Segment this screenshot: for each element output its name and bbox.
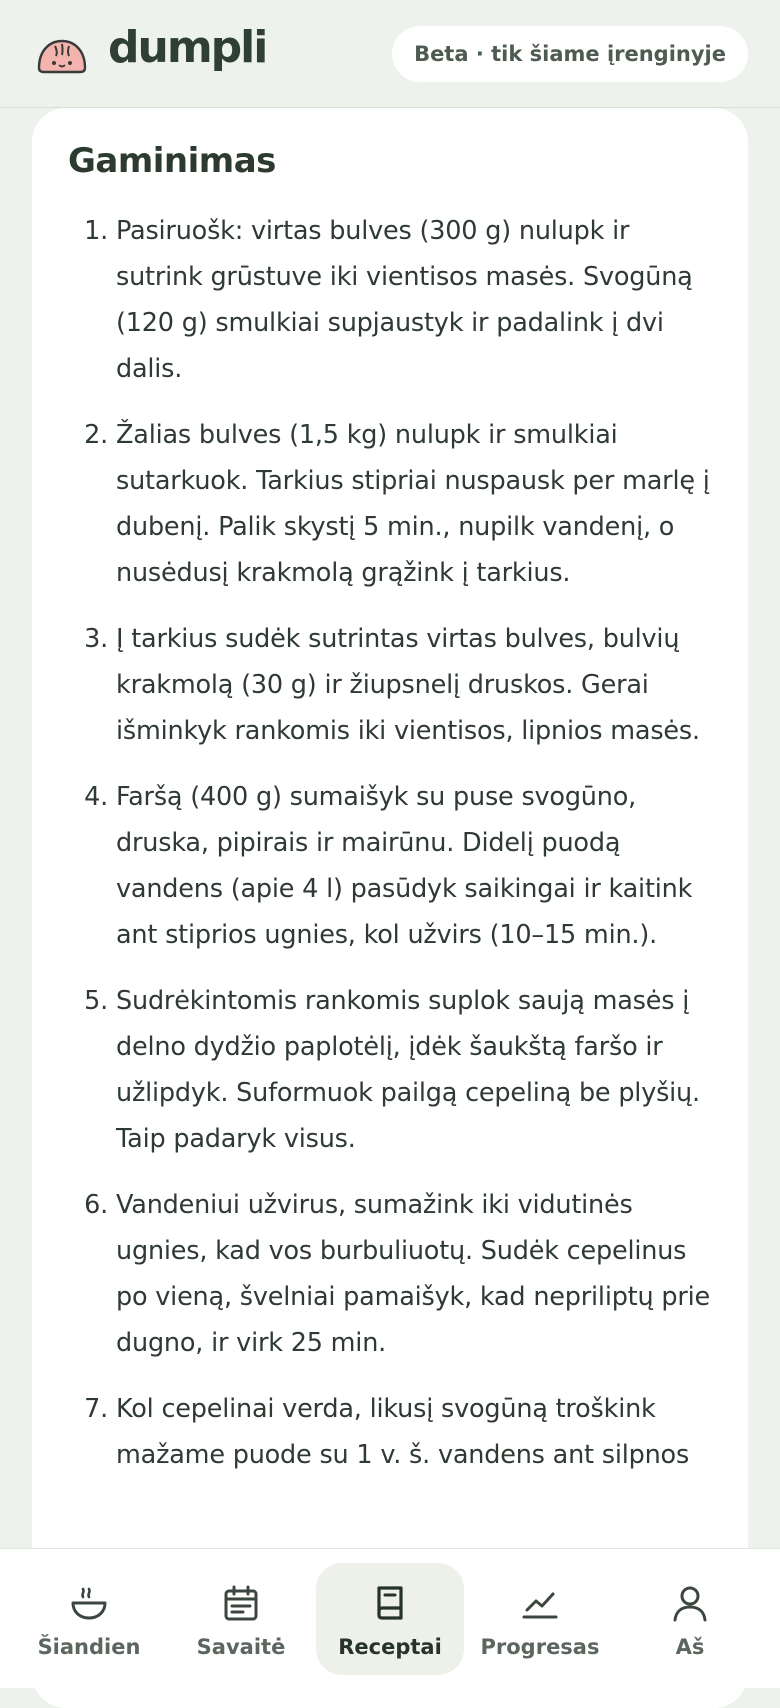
- beta-badge: Beta · tik šiame įrenginyje: [392, 26, 748, 82]
- nav-label: Aš: [675, 1635, 705, 1659]
- nav-label: Šiandien: [37, 1635, 141, 1659]
- nav-item-progress[interactable]: [466, 1563, 614, 1675]
- step-item: [68, 412, 712, 596]
- nav-label: Savaitė: [196, 1635, 286, 1659]
- book-icon: [370, 1583, 410, 1623]
- nav-label: Progresas: [480, 1635, 600, 1659]
- user-icon: [670, 1583, 710, 1623]
- app-header: [0, 0, 780, 108]
- dumpling-logo-icon: [36, 38, 88, 74]
- calendar-icon: [221, 1583, 261, 1623]
- brand-name: dumpli: [108, 22, 267, 73]
- step-number: 4.: [84, 782, 108, 812]
- step-text: Kol cepelinai verda, likusį svogūną troškink mažame puode su 1 v. š. vandens ant silpnos: [116, 1394, 690, 1470]
- step-number: 1.: [84, 216, 108, 246]
- nav-item-me[interactable]: [616, 1563, 764, 1675]
- step-item: [68, 1182, 712, 1366]
- step-number: 2.: [84, 420, 108, 450]
- bowl-icon: [69, 1583, 109, 1623]
- step-text: Vandeniui užvirus, sumažink iki vidutinės ugnies, kad vos burbuliuotų. Sudėk cepelinus po vieną, švelniai pamaišyk, kad nepriliptų prie dugno, ir virk 25 min.: [116, 1190, 710, 1358]
- step-item: [68, 1386, 712, 1478]
- bottom-nav: [0, 1548, 780, 1688]
- step-text: Faršą (400 g) sumaišyk su puse svogūno, druska, pipirais ir mairūnu. Didelį puodą vandens (apie 4 l) pasūdyk saikingai ir kaitink ant stiprios ugnies, kol užvirs (10–15 min.).: [116, 782, 693, 950]
- nav-label: Receptai: [338, 1635, 442, 1659]
- step-item: [68, 978, 712, 1162]
- step-text: Į tarkius sudėk sutrintas virtas bulves, bulvių krakmolą (30 g) ir žiupsnelį druskos. Gerai išminkyk rankomis iki vientisos, lipnios masės.: [116, 624, 700, 746]
- step-number: 5.: [84, 986, 108, 1016]
- nav-item-recipes[interactable]: [316, 1563, 464, 1675]
- chart-icon: [520, 1583, 560, 1623]
- steps-list: [68, 208, 712, 1478]
- step-text: Sudrėkintomis rankomis suplok saują masės į delno dydžio paplotėlį, įdėk šaukštą faršo ir užlipdyk. Suformuok pailgą cepeliną be plyšių. Taip padaryk visus.: [116, 986, 700, 1154]
- step-number: 3.: [84, 624, 108, 654]
- step-number: 7.: [84, 1394, 108, 1424]
- step-text: Pasiruošk: virtas bulves (300 g) nulupk ir sutrink grūstuve iki vientisos masės. Svogūną (120 g) smulkiai supjaustyk ir padalink į dvi dalis.: [116, 216, 693, 384]
- step-text: Žalias bulves (1,5 kg) nulupk ir smulkiai sutarkuok. Tarkius stipriai nuspausk per marlę į dubenį. Palik skystį 5 min., nupilk vandenį, o nusėdusį krakmolą grąžink į tarkius.: [116, 420, 710, 588]
- step-item: [68, 208, 712, 392]
- nav-item-today[interactable]: [14, 1563, 164, 1675]
- step-number: 6.: [84, 1190, 108, 1220]
- step-item: [68, 774, 712, 958]
- nav-item-week[interactable]: [166, 1563, 316, 1675]
- recipe-steps-card: [32, 108, 748, 1708]
- step-item: [68, 616, 712, 754]
- section-title: Gaminimas: [68, 141, 276, 181]
